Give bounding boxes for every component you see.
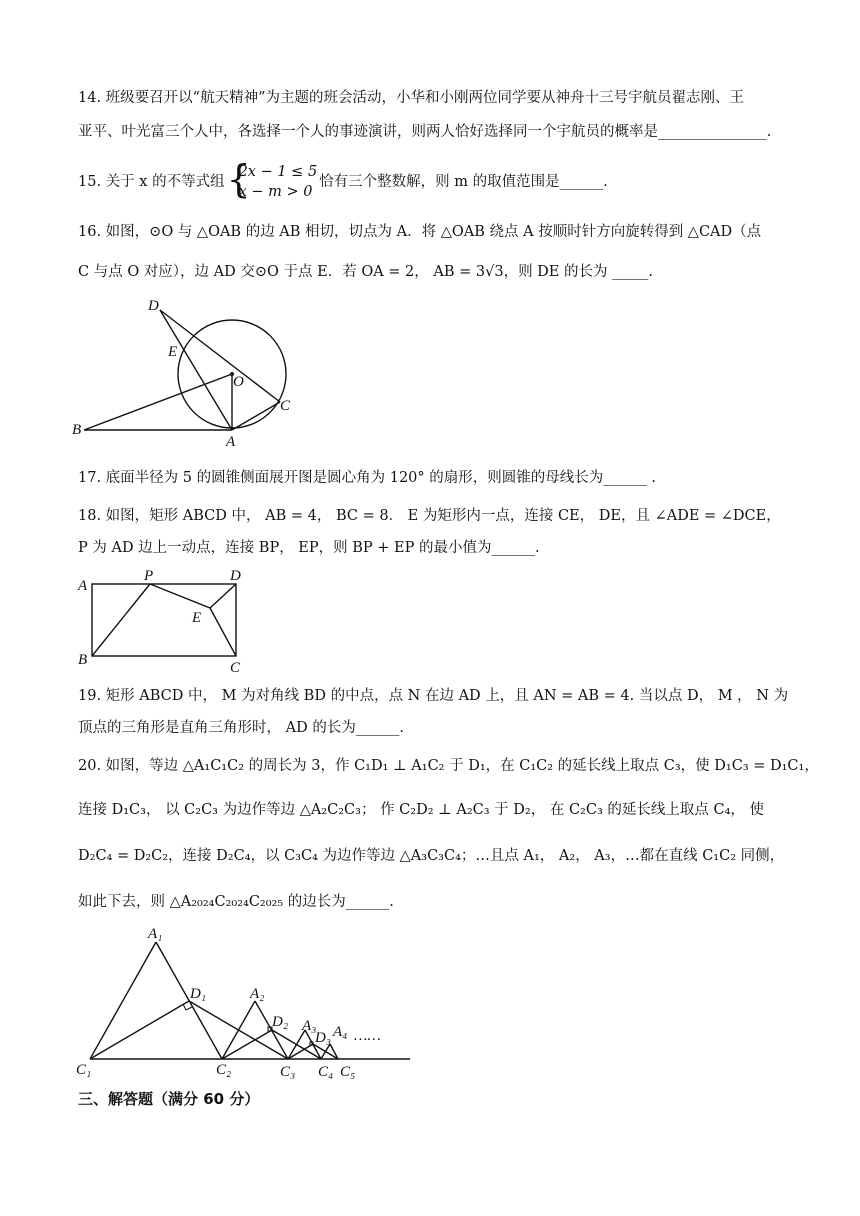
segment-de bbox=[210, 584, 236, 608]
label-c: C bbox=[280, 398, 291, 414]
brace-icon: { bbox=[226, 157, 251, 201]
segment-c4a4 bbox=[321, 1044, 330, 1059]
segment-ac bbox=[232, 402, 280, 430]
segment-pe bbox=[150, 584, 210, 608]
label-o: O bbox=[233, 374, 244, 390]
q16-line-2: C 与点 O 对应），边 AD 交⊙O 于点 E．若 OA = 2， AB = 3√3，则 DE 的长为 _____. bbox=[78, 264, 653, 280]
q19-line-1: 19. 矩形 ABCD 中， M 为对角线 BD 的中点，点 N 在边 AD 上，且 AN = AB = 4. 当以点 D， M ， N 为 bbox=[78, 688, 789, 704]
label-a2: A₂ bbox=[250, 986, 265, 1002]
label-dots: …… bbox=[354, 1028, 381, 1044]
right-angle-icon bbox=[310, 1042, 313, 1045]
q20-line-1: 20. 如图，等边 △A₁C₁C₂ 的周长为 3，作 C₁D₁ ⊥ A₁C₂ 于 D₁，在 C₁C₂ 的延长线上取点 C₃，使 D₁C₃ = D₁C₁， bbox=[78, 758, 819, 774]
label-a4: A₄ bbox=[333, 1024, 348, 1040]
label-d2: D₂ bbox=[272, 1014, 289, 1030]
q19-line-2: 顶点的三角形是直角三角形时， AD 的长为______. bbox=[78, 720, 404, 736]
label-d: D bbox=[230, 568, 241, 584]
q15-line bbox=[78, 157, 608, 202]
q15-prefix: 15. 关于 x 的不等式组 bbox=[78, 174, 225, 190]
right-angle-icon bbox=[183, 1004, 192, 1010]
q16-figure bbox=[70, 290, 310, 450]
segment-a1c2 bbox=[156, 942, 222, 1059]
q15-inequality-2: x − m > 0 bbox=[238, 184, 313, 200]
q16-line-1: 16. 如图，⊙O 与 △OAB 的边 AB 相切，切点为 A．将 △OAB 绕点 A 按顺时针方向旋转得到 △CAD（点 bbox=[78, 224, 762, 240]
label-a1: A₁ bbox=[148, 926, 163, 942]
label-e: E bbox=[192, 610, 202, 626]
q18-figure bbox=[74, 566, 254, 676]
segment-c1d1 bbox=[90, 1001, 189, 1059]
section-title: 三、解答题（满分 60 分） bbox=[78, 1090, 260, 1108]
q20-figure bbox=[72, 922, 412, 1082]
label-c1: C₁ bbox=[76, 1062, 92, 1078]
label-p: P bbox=[144, 568, 154, 584]
label-c3: C₃ bbox=[280, 1064, 296, 1080]
q15-inequality-1: 2x − 1 ≤ 5 bbox=[238, 164, 318, 180]
segment-c2a2 bbox=[222, 1001, 255, 1059]
segment-ob bbox=[84, 374, 232, 430]
label-c4: C₄ bbox=[318, 1064, 334, 1080]
q15-suffix: 恰有三个整数解，则 m 的取值范围是______. bbox=[319, 174, 608, 190]
q20-line-2: 连接 D₁C₃， 以 C₂C₃ 为边作等边 △A₂C₂C₃； 作 C₂D₂ ⊥ A₂C₃ 于 D₂， 在 C₂C₃ 的延长线上取点 C₄， 使 bbox=[78, 802, 764, 818]
q20-line-4: 如此下去，则 △A₂₀₂₄C₂₀₂₄C₂₀₂₅ 的边长为______. bbox=[78, 894, 394, 910]
label-a: A bbox=[78, 578, 88, 594]
label-d1: D₁ bbox=[190, 986, 207, 1002]
label-a3: A₃ bbox=[302, 1018, 317, 1034]
label-e: E bbox=[168, 344, 178, 360]
segment-dc bbox=[160, 310, 280, 402]
rectangle-abcd bbox=[92, 584, 236, 656]
label-d: D bbox=[148, 298, 159, 314]
q20-line-3: D₂C₄ = D₂C₂，连接 D₂C₄，以 C₃C₄ 为边作等边 △A₃C₃C₄；…且点 A₁， A₂， A₃，…都在直线 C₁C₂ 同侧， bbox=[78, 848, 785, 864]
label-c5: C₅ bbox=[340, 1064, 356, 1080]
q14-line-1: 14. 班级要召开以“航天精神”为主题的班会活动，小华和小刚两位同学要从神舟十三号宇航员翟志刚、王 bbox=[78, 90, 744, 106]
label-c2: C₂ bbox=[216, 1062, 232, 1078]
label-b: B bbox=[72, 422, 82, 438]
segment-bp bbox=[92, 584, 150, 656]
segment-ce bbox=[210, 608, 236, 656]
q18-line-1: 18. 如图，矩形 ABCD 中， AB = 4， BC = 8． E 为矩形内一点，连接 CE， DE，且 ∠ADE = ∠DCE， bbox=[78, 508, 781, 524]
q17-line: 17. 底面半径为 5 的圆锥侧面展开图是圆心角为 120° 的扇形，则圆锥的母线长为______ . bbox=[78, 470, 656, 486]
label-a: A bbox=[226, 434, 236, 450]
q15-inequality-system bbox=[226, 157, 318, 202]
label-d3: D₃ bbox=[315, 1030, 332, 1046]
q18-line-2: P 为 AD 边上一动点，连接 BP， EP，则 BP + EP 的最小值为______. bbox=[78, 540, 540, 556]
segment-ad bbox=[160, 310, 232, 430]
segment-c1a1 bbox=[90, 942, 156, 1059]
label-b: B bbox=[78, 652, 88, 668]
label-c: C bbox=[230, 660, 241, 676]
q14-line-2: 亚平、叶光富三个人中，各选择一个人的事迹演讲，则两人恰好选择同一个宇航员的概率是_______________. bbox=[78, 124, 772, 140]
